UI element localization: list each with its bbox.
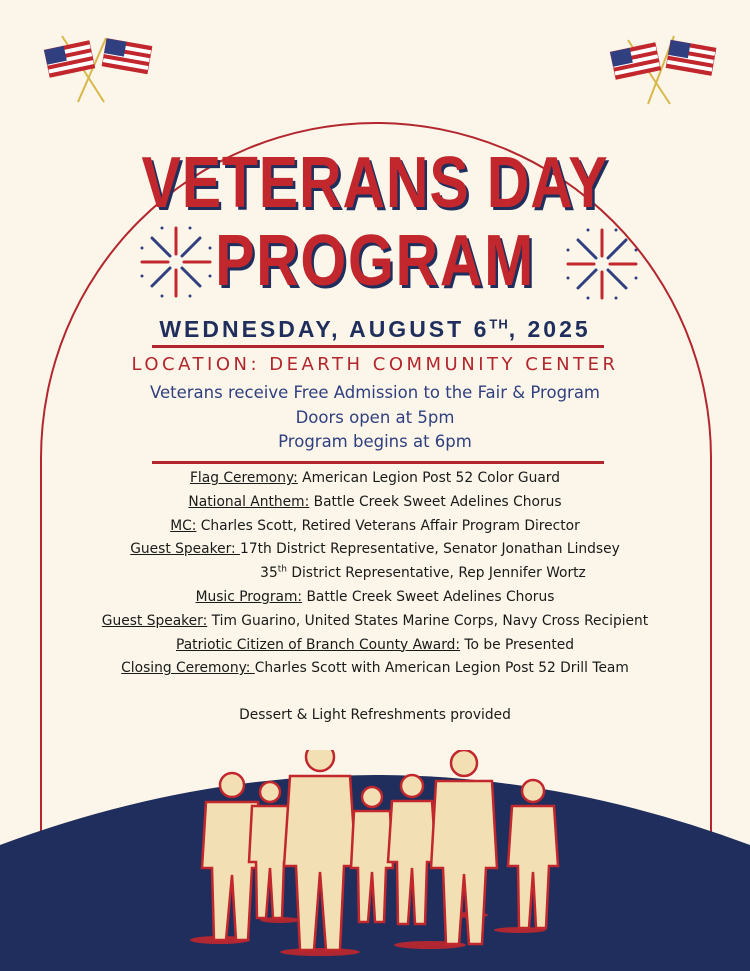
program-item-text: Charles Scott, Retired Veterans Affair Program Director (196, 517, 580, 534)
firework-icon (562, 224, 642, 304)
title-line-1: VETERANS DAY (141, 143, 609, 223)
program-item-closing-ceremony (0, 657, 750, 681)
divider (152, 461, 604, 464)
program-item-text: Battle Creek Sweet Adelines Chorus (309, 493, 562, 510)
program-item-label: Patriotic Citizen of Branch County Award: (176, 636, 461, 653)
program-item-label: Music Program: (195, 588, 303, 605)
program-item-guest-speaker-1-cont (0, 562, 750, 586)
program-item-label: Guest Speaker: (101, 612, 208, 629)
program-item-label: National Anthem: (188, 493, 310, 510)
info-program-start: Program begins at 6pm (278, 432, 472, 451)
program-item-music-program (0, 586, 750, 610)
program-item-label: Closing Ceremony: (121, 660, 255, 677)
date-year: , 2025 (508, 316, 591, 342)
program-item-flag-ceremony (0, 467, 750, 491)
program-item-guest-speaker-1 (0, 538, 750, 562)
program-item-text: To be Presented (460, 636, 574, 653)
program-item-label: Guest Speaker: (130, 541, 241, 558)
program-item-award (0, 634, 750, 658)
title-line-2: PROGRAM (215, 221, 535, 301)
location-text: LOCATION: DEARTH COMMUNITY CENTER (131, 354, 619, 375)
date-suffix: TH (489, 316, 509, 332)
program-item-label: MC: (170, 517, 197, 534)
info-doors: Doors open at 5pm (295, 408, 455, 427)
event-date (0, 316, 750, 343)
program-item-label: Flag Ceremony: (190, 470, 298, 486)
program-item-text: American Legion Post 52 Color Guard (297, 470, 560, 486)
info-admission: Veterans receive Free Admission to the Fair & Program (149, 383, 601, 402)
divider (152, 345, 604, 348)
firework-icon (136, 222, 216, 302)
program-item-text: Charles Scott with American Legion Post 52 Drill Team (254, 660, 629, 677)
program-item-text: 17th District Representative, Senator Jonathan Lindsey (240, 541, 620, 558)
date-prefix: WEDNESDAY, AUGUST 6 (159, 316, 490, 342)
program-item-text: District Representative, Rep Jennifer Wortz (286, 565, 586, 582)
program-item-num: 35 (260, 565, 278, 582)
program-list (0, 467, 750, 681)
program-item-text: Battle Creek Sweet Adelines Chorus (302, 588, 555, 605)
soldiers-illustration (0, 750, 750, 971)
program-item-guest-speaker-2 (0, 610, 750, 634)
refreshments-note: Dessert & Light Refreshments provided (239, 707, 511, 723)
program-item-sup: th (277, 564, 287, 575)
crossed-flags-icon (608, 26, 720, 106)
crossed-flags-icon (42, 26, 154, 106)
program-item-national-anthem (0, 491, 750, 515)
program-item-mc (0, 515, 750, 539)
program-item-text: Tim Guarino, United States Marine Corps, Navy Cross Recipient (207, 612, 649, 629)
